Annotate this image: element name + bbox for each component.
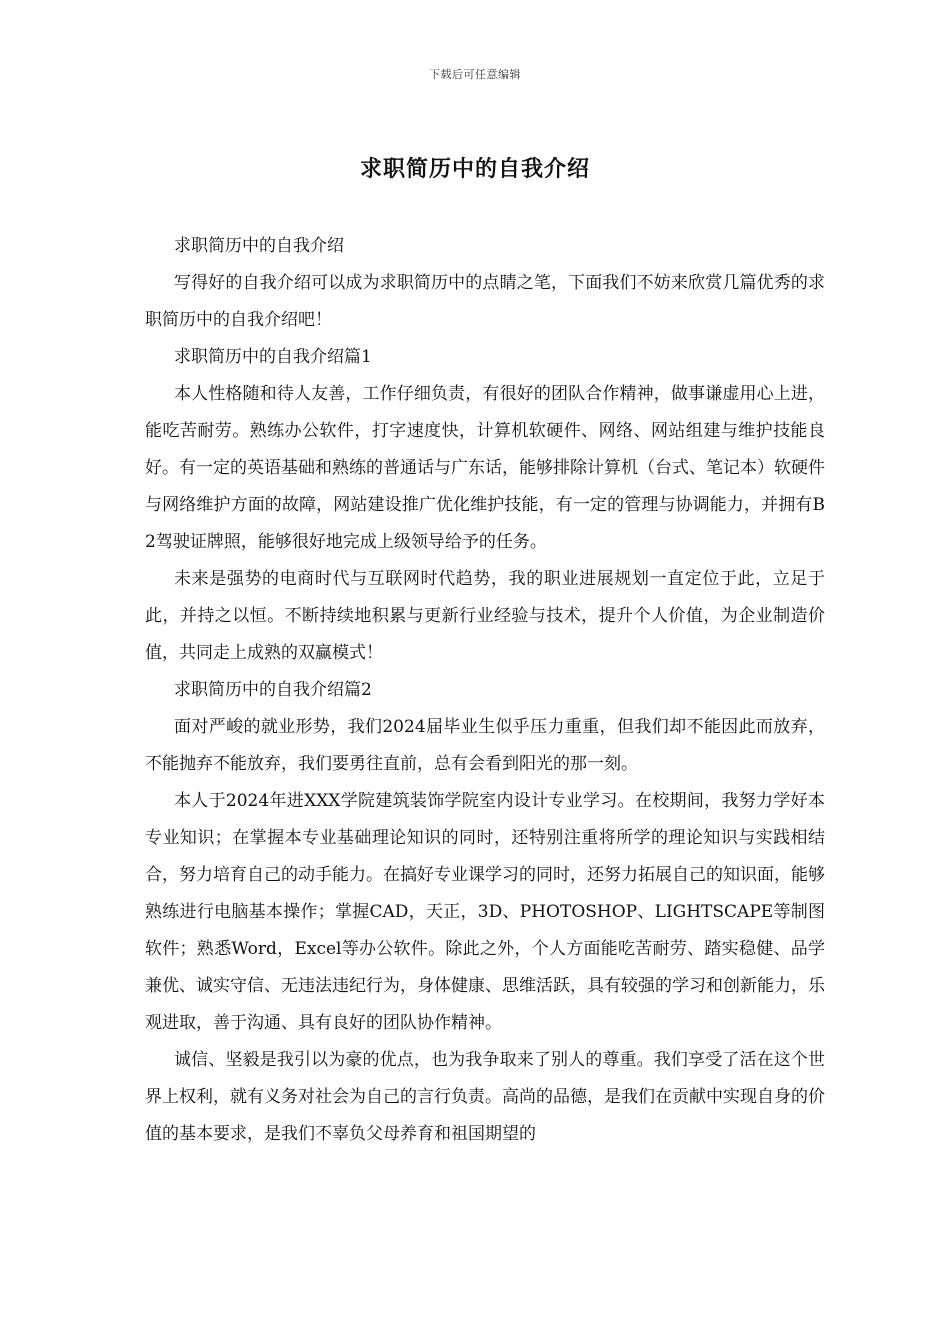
section-1-paragraph-1: 本人性格随和待人友善，工作仔细负责，有很好的团队合作精神，做事谦虚用心上进，能吃苦耐劳。熟练办公软件，打字速度快，计算机软硬件、网络、网站组建与维护技能良好。有一定的英语基础和熟练的普通话与广东话，能够排除计算机（台式、笔记本）软硬件与网络维护方面的故障，网站建设推广优化维护技能，有一定的管理与协调能力，并拥有B2驾驶证牌照，能够很好地完成上级领导给予的任务。	[145, 384, 825, 552]
section-heading-1: 求职简历中的自我介绍篇1	[174, 347, 372, 367]
document-body	[145, 228, 825, 1153]
section-2-paragraph-2: 本人于2024年进XXX学院建筑装饰学院室内设计专业学习。在校期间，我努力学好本专业知识；在掌握本专业基础理论知识的同时，还特别注重将所学的理论知识与实践相结合，努力培育自己的动手能力。在搞好专业课学习的同时，还努力拓展自己的知识面，能够熟练进行电脑基本操作；掌握CAD，天正，3D、PHOTOSHOP、LIGHTSCAPE等制图软件；熟悉Word，Excel等办公软件。除此之外，个人方面能吃苦耐劳、踏实稳健、品学兼优、诚实守信、无违法违纪行为，身体健康、思维活跃，具有较强的学习和创新能力，乐观进取，善于沟通、具有良好的团队协作精神。	[145, 791, 825, 1033]
section-2-paragraph-1: 面对严峻的就业形势，我们2024届毕业生似乎压力重重，但我们却不能因此而放弃，不能抛弃不能放弃，我们要勇往直前，总有会看到阳光的那一刻。	[145, 717, 825, 774]
intro-heading: 求职简历中的自我介绍	[174, 236, 344, 256]
section-2-paragraph-3: 诚信、坚毅是我引以为豪的优点，也为我争取来了别人的尊重。我们享受了活在这个世界上权利，就有义务对社会为自己的言行负责。高尚的品德，是我们在贡献中实现自身的价值的基本要求，是我们不辜负父母养育和祖国期望的	[145, 1050, 825, 1144]
header-note: 下载后可任意编辑	[429, 68, 521, 81]
section-1-paragraph-2: 未来是强势的电商时代与互联网时代趋势，我的职业进展规划一直定位于此，立足于此，并持之以恒。不断持续地积累与更新行业经验与技术，提升个人价值，为企业制造价值，共同走上成熟的双赢模式！	[145, 569, 825, 663]
document-title: 求职简历中的自我介绍	[359, 156, 590, 182]
section-heading-2: 求职简历中的自我介绍篇2	[174, 680, 372, 700]
intro-paragraph: 写得好的自我介绍可以成为求职简历中的点睛之笔，下面我们不妨来欣赏几篇优秀的求职简历中的自我介绍吧！	[145, 273, 825, 330]
